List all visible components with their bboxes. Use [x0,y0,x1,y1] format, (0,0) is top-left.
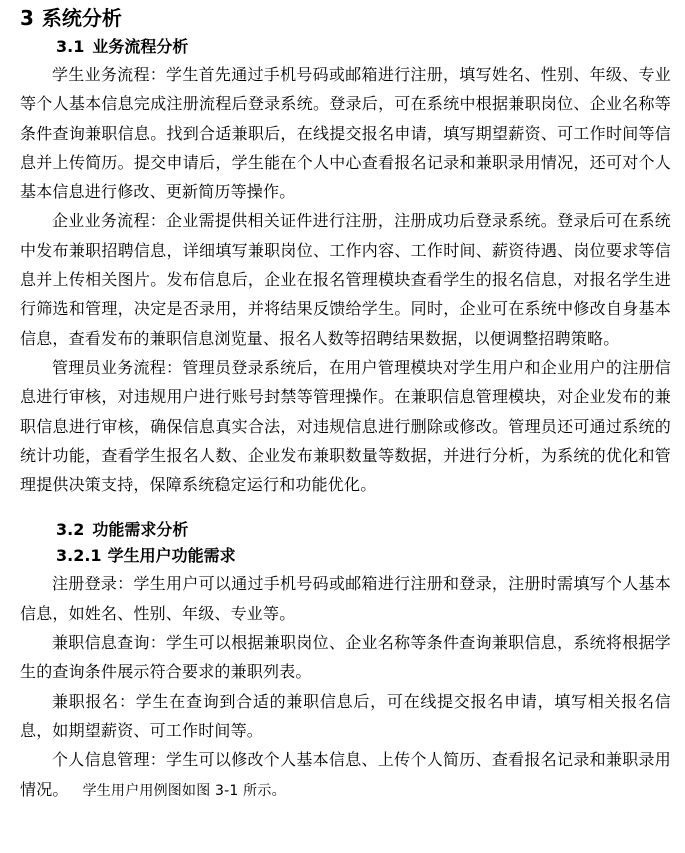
section-title: 业务流程分析 [92,37,189,56]
chapter-heading [20,4,671,32]
subsection-title: 学生用户功能需求 [107,546,236,566]
paragraph-job-apply: 兼职报名：学生在查询到合适的兼职信息后，可在线提交报名申请，填写相关报名信息，如期望薪资、可工作时间等。 [20,691,671,740]
subsection-heading-3-2-1 [20,543,671,569]
paragraph-student-workflow: 学生业务流程：学生首先通过手机号码或邮箱进行注册，填写姓名、性别、年级、专业等个人基本信息完成注册流程后登录系统。登录后，可在系统中根据兼职岗位、企业名称等条件查询兼职信息。找到合适兼职后，在线提交报名申请，填写期望薪资、可工作时间等信息并上传简历。提交申请后，学生能在个人中心查看报名记录和兼职录用情况，还可对个人基本信息进行修改、更新简历等操作。 [20,65,671,202]
chapter-title: 系统分析 [41,6,122,30]
paragraph-personal-info [20,745,671,806]
section-number: 3.1 [56,37,85,56]
paragraph-job-query: 兼职信息查询：学生可以根据兼职岗位、企业名称等条件查询兼职信息，系统将根据学生的查询条件展示符合要求的兼职列表。 [20,633,671,682]
paragraph-admin-workflow: 管理员业务流程：管理员登录系统后，在用户管理模块对学生用户和企业用户的注册信息进行审核，对违规用户进行账号封禁等管理操作。在兼职信息管理模块，对企业发布的兼职信息进行审核，确保信息真实合法，对违规信息进行删除或修改。管理员还可通过系统的统计功能，查看学生报名人数、企业发布兼职数量等数据，并进行分析，为系统的优化和管理提供决策支持，保障系统稳定运行和功能优化。 [20,357,671,495]
subsection-number: 3.2.1 [56,546,102,566]
figure-reference: 学生用户用例图如图 3-1 所示。 [82,782,286,799]
section-heading-3-1 [20,34,671,60]
section-title: 功能需求分析 [92,520,189,540]
section-number: 3.2 [56,520,85,540]
personal-info-text: 个人信息管理：学生可以修改个人基本信息、上传个人简历、查看报名记录和兼职录用情况。 [20,750,671,799]
paragraph-enterprise-workflow: 企业业务流程：企业需提供相关证件进行注册，注册成功后登录系统。登录后可在系统中发布兼职招聘信息，详细填写兼职岗位、工作内容、工作时间、薪资待遇、岗位要求等信息并上传相关图片。发布信息后，企业在报名管理模块查看学生的报名信息，对报名学生进行筛选和管理，决定是否录用，并将结果反馈给学生。同时，企业可在系统中修改自身基本信息，查看发布的兼职信息浏览量、报名人数等招聘结果数据，以便调整招聘策略。 [20,211,671,348]
section-spacer [20,499,671,517]
paragraph-register-login: 注册登录：学生用户可以通过手机号码或邮箱进行注册和登录，注册时需填写个人基本信息，如姓名、性别、年级、专业等。 [20,574,671,623]
section-heading-3-2 [20,517,671,543]
chapter-number: 3 [20,6,34,30]
